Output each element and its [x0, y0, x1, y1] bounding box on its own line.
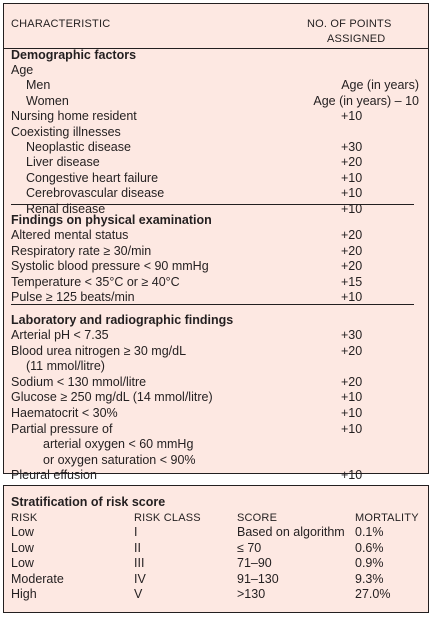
risk-cell: Moderate	[11, 571, 64, 586]
row-points: +10	[341, 170, 363, 185]
risk-cell: 0.9%	[355, 556, 384, 570]
risk-cell: High	[11, 587, 37, 601]
risk-header-1: RISK	[11, 512, 38, 524]
row-points: +20	[341, 374, 363, 389]
row-points: +10	[341, 390, 363, 405]
row-points: +20	[341, 243, 363, 258]
row-points: Age (in years) – 10	[313, 93, 419, 108]
row-label: Pulse ≥ 125 beats/min	[11, 290, 135, 305]
risk-cell: 0.6%	[355, 540, 384, 555]
risk-cell: 27.0%	[355, 587, 391, 601]
section-title: Findings on physical examination	[11, 213, 212, 227]
row-label: Liver disease	[26, 155, 100, 170]
row-label: Systolic blood pressure < 90 mmHg	[11, 259, 209, 274]
row-label: Neoplastic disease	[26, 140, 131, 154]
row-points: +10	[341, 109, 363, 124]
row-points: +10	[341, 290, 363, 305]
row-label: Men	[26, 78, 51, 93]
row-points: +20	[341, 228, 363, 242]
row-points: +10	[341, 406, 363, 420]
risk-title: Stratification of risk score	[11, 495, 166, 509]
row-label: Sodium < 130 mmol/litre	[11, 374, 147, 389]
risk-cell: II	[134, 540, 141, 555]
section-title: Demographic factors	[11, 48, 137, 62]
row-label: arterial oxygen < 60 mmHg	[43, 437, 194, 452]
row-label: Blood urea nitrogen ≥ 30 mg/dL	[11, 343, 187, 358]
row-points: +10	[341, 201, 363, 216]
risk-cell: >130	[237, 587, 266, 601]
risk-cell: Low	[11, 556, 34, 570]
row-points: +20	[341, 259, 363, 274]
risk-cell: 0.1%	[355, 525, 384, 539]
row-label: Renal disease	[26, 201, 106, 216]
row-points: +20	[341, 343, 363, 358]
risk-cell: IV	[134, 571, 146, 586]
row-label: Coexisting illnesses	[11, 124, 121, 139]
risk-cell: 9.3%	[355, 571, 384, 586]
row-label: Pleural effusion	[11, 468, 97, 483]
row-points: +20	[341, 155, 363, 170]
row-points: Age (in years)	[341, 78, 419, 93]
row-label: Congestive heart failure	[26, 170, 159, 185]
risk-cell: Low	[11, 540, 34, 555]
row-label: Arterial pH < 7.35	[11, 328, 109, 342]
row-label: Altered mental status	[11, 228, 129, 242]
row-points: +10	[341, 421, 363, 436]
characteristic-header: CHARACTERISTIC	[11, 18, 111, 30]
risk-cell: Based on algorithm	[237, 525, 345, 539]
row-label: or oxygen saturation < 90%	[43, 452, 196, 467]
row-label: Temperature < 35°C or ≥ 40°C	[11, 274, 180, 289]
row-points: +30	[341, 140, 363, 154]
risk-cell: III	[134, 556, 145, 570]
points-header-line2: ASSIGNED	[327, 33, 386, 45]
row-label: Haematocrit < 30%	[11, 406, 118, 420]
row-label: Age	[11, 63, 34, 77]
row-label: Women	[26, 93, 69, 108]
points-header-line1: NO. OF POINTS	[307, 18, 392, 30]
risk-cell: I	[134, 525, 138, 539]
row-label: Respiratory rate ≥ 30/min	[11, 243, 152, 258]
section-rule	[11, 204, 414, 205]
row-label: Cerebrovascular disease	[26, 186, 165, 201]
row-points: +30	[341, 328, 363, 342]
row-label: Glucose ≥ 250 mg/dL (14 mmol/litre)	[11, 390, 213, 405]
risk-header-4: MORTALITY	[355, 512, 419, 524]
risk-cell: ≤ 70	[237, 540, 262, 555]
row-points: +10	[341, 468, 363, 483]
section-title: Laboratory and radiographic findings	[11, 313, 234, 327]
risk-header-2: RISK CLASS	[134, 512, 201, 524]
risk-cell: V	[134, 587, 143, 601]
risk-cell: 71–90	[237, 556, 272, 570]
risk-cell: 91–130	[237, 571, 279, 586]
section-rule	[11, 304, 414, 305]
row-label: (11 mmol/litre)	[26, 359, 105, 374]
row-points: +10	[341, 186, 363, 201]
risk-header-3: SCORE	[237, 512, 278, 524]
row-label: Partial pressure of	[11, 421, 113, 436]
row-points: +15	[341, 274, 363, 289]
risk-cell: Low	[11, 525, 34, 539]
row-label: Nursing home resident	[11, 109, 137, 124]
